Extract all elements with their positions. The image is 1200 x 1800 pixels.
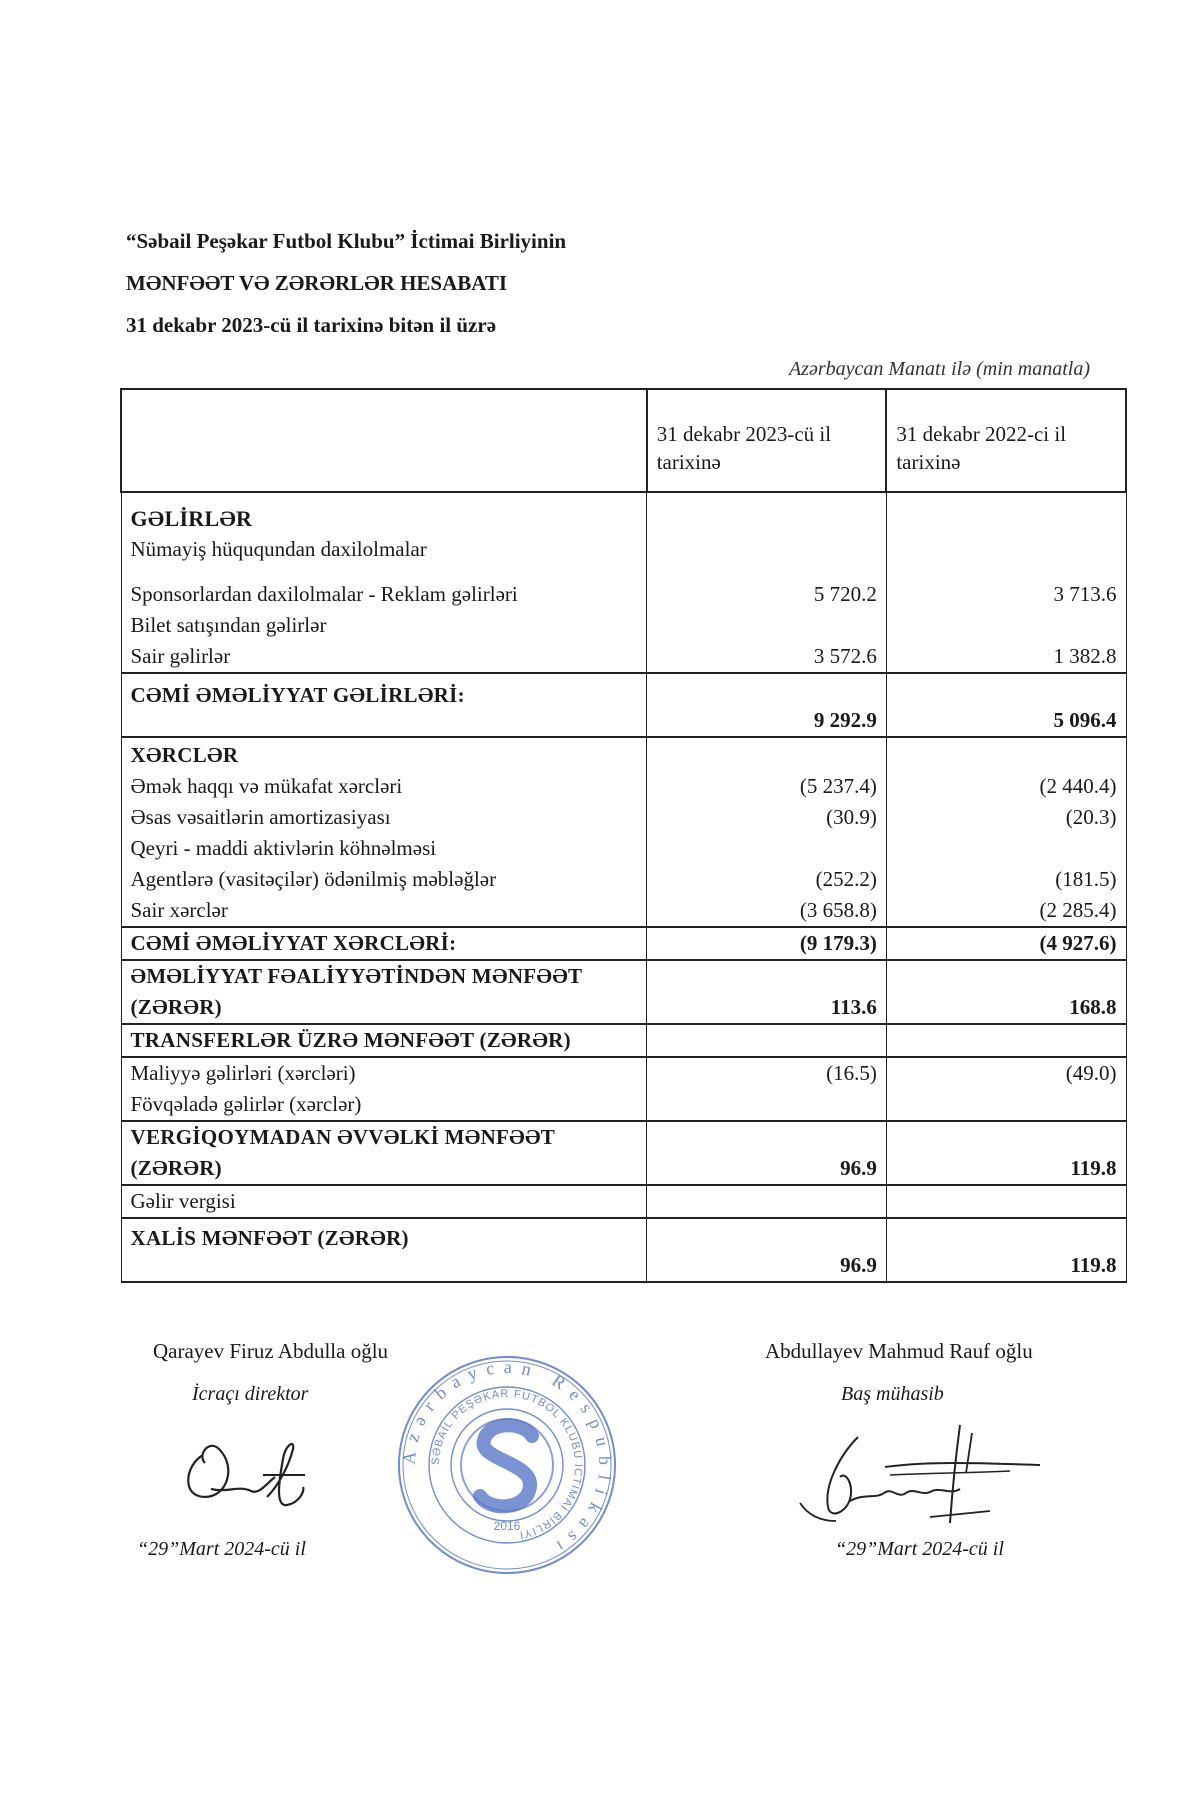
agents-2023: (252.2) <box>815 867 877 891</box>
salaries-2022: (2 440.4) <box>1039 774 1117 798</box>
pretax-profit-2022: 119.8 <box>1070 1156 1117 1180</box>
director-sign-date: “29”Mart 2024-cü il <box>137 1538 306 1560</box>
operating-profit-2022: 168.8 <box>1069 995 1117 1019</box>
salaries-label: Əmək haqqı və mükafat xərcləri <box>130 774 403 798</box>
income-statement-table <box>120 388 1127 1283</box>
ticket-sales-label: Bilet satışından gəlirlər <box>130 613 327 637</box>
header-blank-cell <box>121 389 647 492</box>
sponsors-label: Sponsorlardan daxilolmalar - Reklam gəlirləri <box>130 582 518 606</box>
total-expenses-2022: (4 927.6) <box>1039 931 1117 955</box>
other-income-2022: 1 382.8 <box>1053 644 1117 668</box>
other-income-label: Sair gəlirlər <box>130 644 231 668</box>
table-row-total-expenses <box>121 927 1126 960</box>
finance-label: Maliyyə gəlirləri (xərcləri) <box>130 1061 356 1085</box>
other-expenses-label: Sair xərclər <box>130 898 228 922</box>
income-heading: GƏLİRLƏR <box>130 506 253 531</box>
sponsors-2022: 3 713.6 <box>1053 582 1117 606</box>
director-signature <box>175 1425 335 1515</box>
net-profit-2022: 119.8 <box>1070 1253 1117 1277</box>
net-profit-2023: 96.9 <box>840 1253 877 1277</box>
salaries-2023: (5 237.4) <box>799 774 877 798</box>
table-row-income <box>121 492 1126 673</box>
finance-2023: (16.5) <box>826 1061 877 1085</box>
chief-accountant-sign-date: “29”Mart 2024-cü il <box>835 1538 1004 1560</box>
stamp-outer-text: Azərbaycan Respublikası <box>398 1356 616 1562</box>
finance-2022: (49.0) <box>1065 1061 1117 1085</box>
total-income-2023: 9 292.9 <box>813 708 877 732</box>
chief-accountant-signature <box>780 1415 1070 1530</box>
sponsors-2023: 5 720.2 <box>813 582 877 606</box>
pretax-profit-label-2: (ZƏRƏR) <box>130 1156 222 1180</box>
report-title: MƏNFƏƏT VƏ ZƏRƏRLƏR HESABATI <box>126 271 508 295</box>
director-role: İcraçı direktor <box>192 1383 309 1405</box>
income-tax-label: Gəlir vergisi <box>130 1189 236 1213</box>
stamp-s-logo-icon <box>461 1419 553 1511</box>
agents-2022: (181.5) <box>1055 867 1117 891</box>
other-income-2023: 3 572.6 <box>813 644 877 668</box>
table-row-total-income <box>121 673 1126 737</box>
report-period: 31 dekabr 2023-cü il tarixinə bitən il üzrə <box>126 313 497 337</box>
stamp-inner-text: SƏBAİL PEŞƏKAR FUTBOL KLUBU İCTİMAİ BİRLİYİ <box>429 1387 585 1541</box>
agents-label: Agentlərə (vasitəçilər) ödənilmiş məbləğlər <box>130 867 497 891</box>
total-income-2022: 5 096.4 <box>1053 708 1117 732</box>
table-row-net-profit <box>121 1218 1126 1282</box>
operating-profit-label-2: (ZƏRƏR) <box>130 995 222 1019</box>
total-expenses-2023: (9 179.3) <box>799 931 877 955</box>
broadcast-rights-label: Nümayiş hüququndan daxilolmalar <box>130 537 427 561</box>
total-income-label: CƏMİ ƏMƏLİYYAT GƏLİRLƏRİ: <box>130 683 465 707</box>
operating-profit-2023: 113.6 <box>830 995 877 1019</box>
column-header-2023: 31 dekabr 2023-cü il tarixinə <box>647 389 887 492</box>
net-profit-label: XALİS MƏNFƏƏT (ZƏRƏR) <box>130 1226 409 1250</box>
chief-accountant-name: Abdullayev Mahmud Rauf oğlu <box>765 1339 1033 1363</box>
other-expenses-2022: (2 285.4) <box>1039 898 1117 922</box>
table-row-finance <box>121 1057 1126 1121</box>
other-expenses-2023: (3 658.8) <box>799 898 877 922</box>
extraordinary-label: Fövqəladə gəlirlər (xərclər) <box>130 1092 362 1116</box>
official-stamp <box>394 1352 620 1578</box>
table-row-pretax <box>121 1121 1126 1185</box>
table-row-operating-profit <box>121 960 1126 1024</box>
expenses-heading: XƏRCLƏR <box>130 743 239 767</box>
director-name: Qarayev Firuz Abdulla oğlu <box>153 1339 389 1363</box>
table-row-transfers <box>121 1024 1126 1057</box>
amortization-label: Qeyri - maddi aktivlərin köhnəlməsi <box>130 836 437 860</box>
stamp-year: 2016 <box>493 1519 521 1533</box>
organization-name: “Səbail Peşəkar Futbol Klubu” İctimai Birliyinin <box>126 229 567 253</box>
depreciation-2022: (20.3) <box>1065 805 1117 829</box>
table-header-row <box>121 389 1126 492</box>
currency-units-note: Azərbaycan Manatı ilə (min manatla) <box>788 358 1090 380</box>
column-header-2022: 31 dekabr 2022-ci il tarixinə <box>886 389 1126 492</box>
table-row-expenses <box>121 737 1126 927</box>
pretax-profit-label: VERGİQOYMADAN ƏVVƏLKİ MƏNFƏƏT <box>130 1125 556 1149</box>
pretax-profit-2023: 96.9 <box>840 1156 877 1180</box>
total-expenses-label: CƏMİ ƏMƏLİYYAT XƏRCLƏRİ: <box>130 931 457 955</box>
depreciation-label: Əsas vəsaitlərin amortizasiyası <box>130 805 391 829</box>
operating-profit-label: ƏMƏLİYYAT FƏALİYYƏTİNDƏN MƏNFƏƏT <box>130 964 583 988</box>
transfers-label: TRANSFERLƏR ÜZRƏ MƏNFƏƏT (ZƏRƏR) <box>130 1028 571 1052</box>
depreciation-2023: (30.9) <box>826 805 877 829</box>
table-row-income-tax <box>121 1185 1126 1218</box>
chief-accountant-role: Baş mühasib <box>841 1383 944 1405</box>
